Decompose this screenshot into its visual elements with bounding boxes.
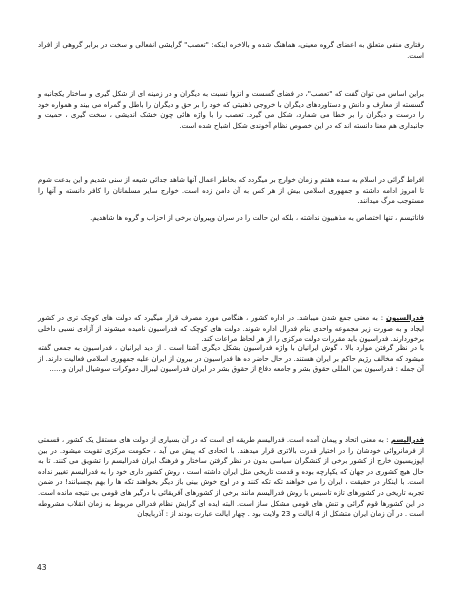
paragraph-prejudice-formation [38,89,424,131]
paragraph-federation-definition [38,313,424,345]
term-heading: فدرالیسم [390,436,424,444]
paragraph-text: : به معنی اتحاد و پیمان آمده است. فدرالیسم طریقه ای است که در آن بسیاری از دولت های مستقل یک کشور ، قسمتی از فرمانروائی خودشان را در اختیار قدرت بالاتری قرار میدهند. با اتحادی که پیش می آید ، حکومت مرکزی تقویت میشود. در بین اپوزیسیون خارج از کشور برخی از کنشگران سیاسی بدون در نظر گرفتن ساختار و فرهنگ ایران فدرالیسم را تشویق می کنند. تا به حال هیچ کشوری در جهان که یکپارچه بوده و قدمت تاریخی مثل ایران داشته است ، روش کشور داری خود را به فدرالیسم تغییر نداده است. با اینکار در حقیقت ، ایران را می خواهند تکه تکه کنند و در اوج خوش بینی باز دیگر بخواهند تکه ها را بهم بچسبانند! در ضمن تجربه تاریخی در کشورهای تازه تاسیس با روش فدرالیسم مانند برخی از کشورهای آفریقائی با درگیر های قومی بی نتیجه مانده است. در این کشورها قوم گرائی و تنش های قومی مشکل ساز است. البته ایده ای گرایش نظام فدرالی مربوط به زمان انقلاب مشروطه است . در آن زمان ایران متشکل از 4 ایالت و 23 ولایت بود . چهار ایالت عبارت بودند از : آذربایجان [38,436,424,519]
term-heading: فدرالسیون [385,314,424,322]
paragraph-federalism-definition [38,435,424,520]
page-number: 43 [37,563,47,572]
paragraph-fanaticism [38,213,424,224]
paragraph-text: رفتاری منفی متعلق به اعضای گروه معینی، هماهنگ شده و بالاخره اینکه: "تعصب" گرایشی انفعالی و سخت در برابر گروهی از افراد است. [38,41,424,60]
paragraph-text: براین اساس می توان گفت که "تعصب"، در فضای گسست و انزوا نسبت به دیگران و در زمینه ای از شکل گیری و ساختار یکجانبه و گسسته از معارف و دانش و دستاوردهای دیگران با خروجی ذهنیتی که خود را بر حق و دیگران را باطل و گمراه می بیند و همواره خود را درست و دیگران را بر خطا می شمارد، شکل می گیرد. تعصب را با واژه هائی چون خشک اندیشی ، سخت گیری ، حمیت و جانبداری هم معنا دانسته اند که در این خصوص نظام آخوندی شکل اشباح شده است. [38,90,424,130]
paragraph-prejudice-definition [38,40,424,61]
paragraph-text: با در نظر گرفتن موارد بالا ، گوش ایرانیان با واژه فدراسیون بشکل دیگری آشنا است . از دید ایرانیان ، فدراسیون به جمعی گفته میشود که مخالف رژیم حاکم بر ایران هستند. در حال حاضر ده ها فدراسیون در بیرون از ایران علیه جمهوری اسلامی فعالیت دارند. از آن جمله : فدراسیون بین المللی حقوق بشر و جامعه دفاع از حقوق بشر در ایران فدراسیون لیبرال دموکرات سوشیال ایران و...... [38,344,424,374]
paragraph-federation-iran [38,343,424,375]
paragraph-text: : به معنی جمع شدن میباشد. در اداره کشور ، هنگامی مورد مصرف قرار میگیرد که دولت های کوچک تری در کشور ایجاد و به صورت زیر مجموعه واحدی بنام فدرال اداره شوند. دولت های کوچک که فدراسیون نامیده میشوند از آزادی نسبی داخلی برخوردارند. فدراسیون باید مقررات دولت مرکزی را از هر لحاظ مراعات کند. [38,314,424,344]
paragraph-extremism-history [38,175,424,207]
paragraph-text: افراط گرائی در اسلام به سده هفتم و زمان خوارج بر میگردد که بخاطر اعمال آنها شاهد جدائی شیعه از سنی شدیم و این بدعت شوم تا امروز ادامه داشته و جمهوری اسلامی بیش از هر کس به آن دامن زده است. خوارج سایر مسلمانان را کافر دانسته و آنها را مستوجب مرگ میدانند. [38,176,424,206]
paragraph-text: فاناتیسم ، تنها اختصاص به مذهبیون نداشته ، بلکه این حالت را در سران وپیروان برخی از احزاب و گروه ها شاهدیم. [90,214,424,222]
